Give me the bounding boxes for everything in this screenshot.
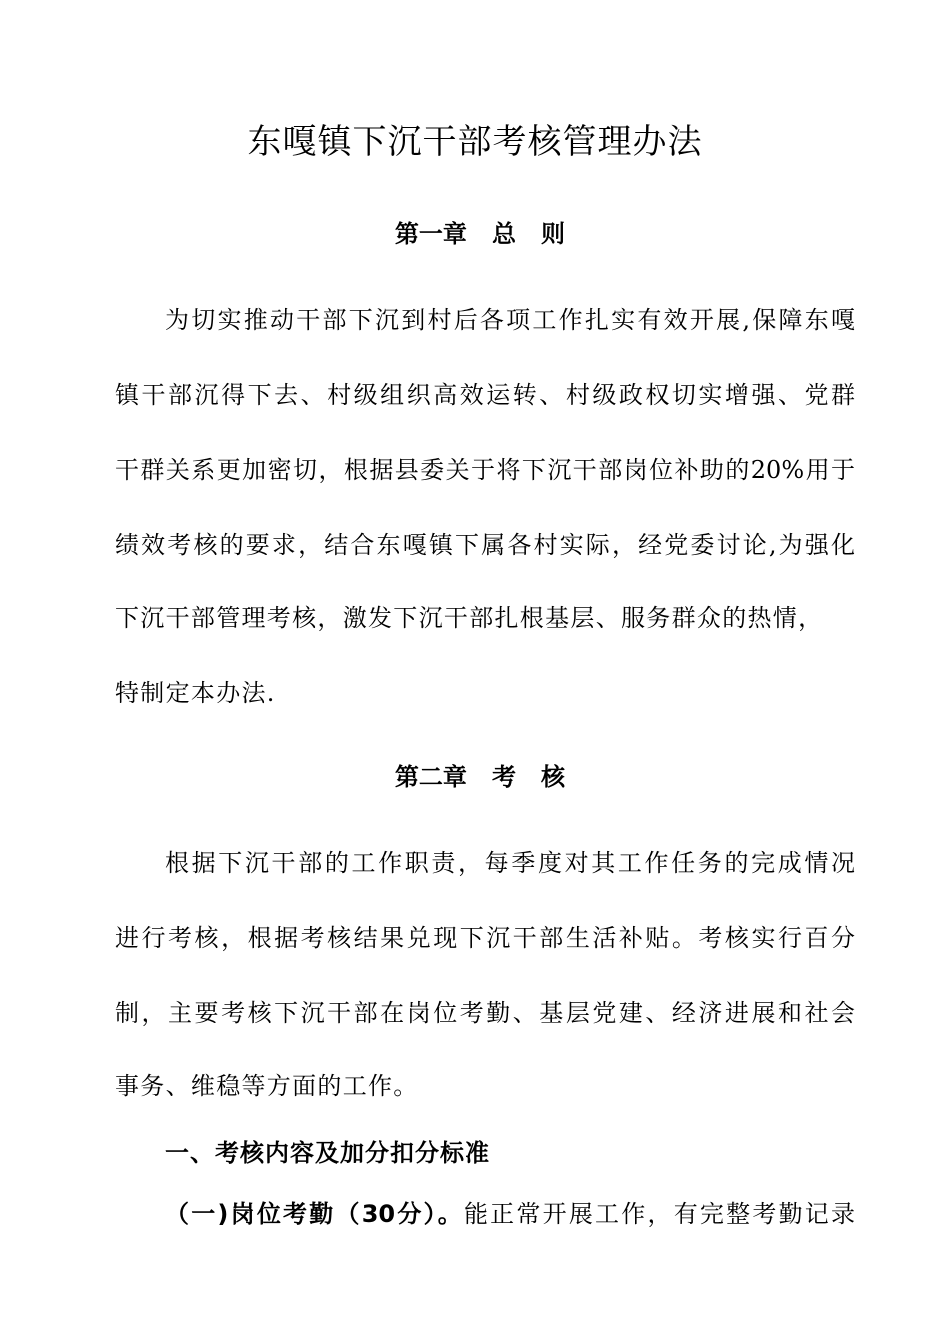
chapter-1-heading: 第一章 总 则 xyxy=(394,220,566,248)
chapter-1-paragraph-line: 干群关系更加密切，根据县委关于将下沉干部岗位补助的20%用于 xyxy=(115,456,855,484)
chapter-2-paragraph-line: 制，主要考核下沉干部在岗位考勤、基层党建、经济进展和社会 xyxy=(115,999,855,1027)
item-1-label: （一)岗位考勤（30分）。 xyxy=(165,1200,464,1228)
chapter-1-paragraph-line: 下沉干部管理考核，激发下沉干部扎根基层、服务群众的热情， xyxy=(115,604,824,632)
chapter-2-paragraph-line: 根据下沉干部的工作职责，每季度对其工作任务的完成情况 xyxy=(165,849,855,877)
chapter-2-paragraph-line: 事务、维稳等方面的工作。 xyxy=(115,1072,419,1100)
chapter-2-heading: 第二章 考 核 xyxy=(394,763,566,791)
chapter-2-paragraph-line: 进行考核，根据考核结果兑现下沉干部生活补贴。考核实行百分 xyxy=(115,924,855,952)
section-1-heading: 一、考核内容及加分扣分标准 xyxy=(165,1139,490,1167)
chapter-1-paragraph-line: 镇干部沉得下去、村级组织高效运转、村级政权切实增强、党群 xyxy=(115,381,855,409)
item-1-line xyxy=(165,1196,855,1232)
chapter-1-paragraph-line: 绩效考核的要求，结合东嘎镇下属各村实际，经党委讨论,为强化 xyxy=(115,531,855,559)
document-title: 东嘎镇下沉干部考核管理办法 xyxy=(247,122,703,162)
chapter-1-paragraph-line: 特制定本办法. xyxy=(115,679,276,707)
item-1-text: 能正常开展工作，有完整考勤记录 xyxy=(463,1200,855,1228)
chapter-1-paragraph-line: 为切实推动干部下沉到村后各项工作扎实有效开展,保障东嘎 xyxy=(165,306,855,334)
